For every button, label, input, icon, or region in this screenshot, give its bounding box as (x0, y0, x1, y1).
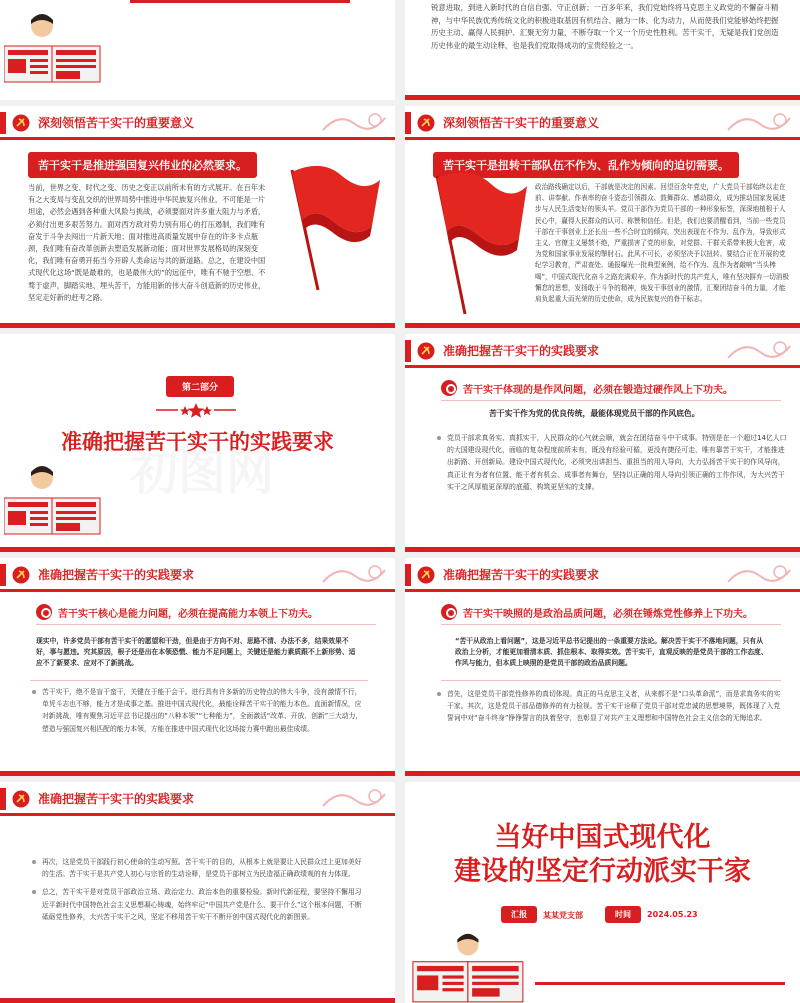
slide-title: 准确把握苦干实干的实践要求 (38, 792, 195, 806)
slide-practice-style (405, 334, 800, 552)
reporter-value: 某某党支部 (543, 911, 583, 920)
bullet-item: 苦干实干，绝不是盲干蛮干，关键在于能干会干。进行具有许多新的历史特点的伟大斗争，没有激情不行，单凭斗志也不够，能力才是成事之基。推进中国式现代化，最能诠释苦干实干的能力本色。直面新情况，应对新挑战，唯有聚焦习近平总书记提出的“八种本领”“七种能力”，全面激活“改革、开放、创新”三大动力，塑造与强国复兴相匹配的能力本领，方能在推进中国式现代化这场接力赛中跑出最佳成绩。 (30, 686, 368, 735)
slide-header (0, 106, 395, 140)
slide-significance-2 (405, 106, 800, 328)
politics-paragraph (435, 688, 785, 725)
slide-header (0, 782, 395, 816)
lightbulb-icon (36, 604, 52, 620)
slide-practice-ability (0, 558, 395, 776)
slide-header (405, 558, 800, 592)
bullet-item: 党员干部求真务实、真抓实干，人民群众的心气就会顺，就会在团结奋斗中干成事。特别是在一个超过14亿人口的大国建设现代化，面临的复杂程度前所未有，既没有经验可循，更没有捷径可走，唯有靠苦干实干，才能推进出新路、开创新局。建设中国式现代化，必须突出讲担当、重担当的用人导向，大力弘扬苦干实干的作风导向，真正让有为者有位置、能干者有机会、成事者有舞台，坚持以正确的用人导向引领正确的工作作风，为大兴苦干实干之风厚植更深厚的底蕴、构筑更坚实的支撑。 (435, 432, 787, 493)
slide-closing (405, 782, 800, 1003)
closing-title-line-2: 建设的坚定行动派实干家 (454, 856, 751, 887)
lightbulb-icon (441, 380, 457, 396)
highlight-box: “苦干从政治上看问题”，这是习近平总书记提出的一条重要方法论。解决苦干实干不落地问题，只有从政治上分析，才能更加看清本质、抓住根本、取得实效。苦干实干，直观反映的是党员干部的工作态度、作风与能力，但本质上映照的是党员干部的政治品质问题。 (455, 637, 768, 667)
watermark-text: 初图网 (130, 445, 275, 501)
lightbulb-icon (441, 604, 457, 620)
party-emblem-icon (417, 114, 435, 132)
slide-header (405, 106, 800, 140)
point-heading-text: 苦干实干核心是能力问题，必须在提高能力本领上下功夫。 (58, 608, 318, 620)
section-title: 准确把握苦干实干的实践要求 (61, 430, 334, 454)
slide-header (0, 558, 395, 592)
red-flag-illustration (272, 164, 382, 294)
date-label: 时间 (605, 906, 641, 923)
highlight-box: 现实中，许多党员干部有苦干实干的愿望和干劲，但是由于方向不对、思路不清、办法不多，结果效果不好，事与愿违。究其原因，根子还是出在本领恐慌、能力不足问题上，关键还是能力素质跟不上新形势、适应不了新要求、应对不了新挑战。 (36, 637, 356, 667)
ability-paragraph (30, 686, 368, 735)
practice-paragraph (435, 432, 787, 493)
party-emblem-icon (12, 114, 30, 132)
reading-man-illustration (4, 454, 124, 550)
slide-title: 深刻领悟苦干实干的重要意义 (443, 116, 600, 130)
mission-paragraphs (30, 856, 368, 923)
slide-title: 准确把握苦干实干的实践要求 (443, 568, 600, 582)
slide-title: 深刻领悟苦干实干的重要意义 (38, 116, 195, 130)
reading-man-illustration (405, 930, 535, 1003)
significance-paragraph: 当前，世界之变、时代之变、历史之变正以前所未有的方式展开。在百年未有之大变局与变乱交织的世界局势中推进中华民族复兴伟业，不可能是一片坦途，必然会遇到各种重大风险与挑战，必须要面对许多重大阻力与矛盾，必须付出更多艰苦努力。面对西方敌对势力别有用心的打压遏制，我们唯有奋发于斗争去闯出一片新天地；面对推进高质量发展中存在的许多卡点瓶颈，我们唯有奋改革创新去塑造发展新动能；面对世界发展格局的深刻变化，我们唯有奋勇开拓当今开辟人类命运与共的新道路。总之，在建设中国式现代化这场“既是最难的，也是最伟大的”的远征中，唯有不驰于空想、不骛于虚声，脚踏实地、埋头苦干，方能用新的伟大奋斗创造新的历史伟业，坚定走好新的赶考之路。 (28, 183, 266, 302)
party-emblem-icon (417, 566, 435, 584)
point-heading (441, 604, 753, 620)
slide-title: 准确把握苦干实干的实践要求 (443, 344, 600, 358)
slide-header (405, 334, 800, 368)
closing-title-line-1: 当好中国式现代化 (494, 822, 711, 853)
slide-title: 准确把握苦干实干的实践要求 (38, 568, 195, 582)
point-heading-text: 苦干实干映照的是政治品质问题，必须在锤炼党性修养上下功夫。 (463, 608, 753, 620)
point-heading (441, 380, 733, 396)
reading-man-illustration (4, 2, 124, 98)
slide-significance-1 (0, 106, 395, 328)
bullet-item: 首先，这是党员干部党性修养的真切体现。真正的马克思主义者，从来都不是“口头革命派”，而是求真务实的实干家。其次，这是党员干部品德修养的有力检视。苦干实干诠释了党员干部对党忠诚的思想境界，既体现了入党誓词中对“奋斗终身”铮铮誓言的执着坚守，也彰显了对共产主义理想和中国特色社会主义信念的无悔追求。 (435, 688, 785, 725)
stars-divider-icon (156, 402, 236, 418)
significance-paragraph: 政治路线确定以后，干部就是决定的因素。回望百余年党史，广大党员干部始终以走在前、讲奉献、作表率的奋斗姿态引领群众、鼓舞群众、感动群众，成为推动国家发展进步与人民生活变好的领头羊。党员干部作为党员干部的一种形象标签，深深地植根于人民心中，赢得人民群众的认可、称赞和信任。但是，我们也要清醒看到，当前一些党员干部在干事创业上还长出一些不合时宜的倾向，突出表现在不作为、乱作为，导致形式主义、官僚主义屡禁不绝，严重损害了党的形象，对党群、干群关系带来极大危害，成为党和国家事业发展的掣肘石。此风不可长，必须坚决予以扭转。要结合正在开展的党纪学习教育，严肃查处、通报曝光一批典型案例，给不作为、乱作为者敲响“当头棒喝”，中国式现代化奋斗之路充满艰辛，作为新时代的共产党人，唯有坚决摒弃一切消极懈怠的思想，发扬敢于斗争的精神，焕发干事创业的激情，汇聚团结奋斗的力量，才能肩负起重大而光荣的历史使命，成为民族复兴的脊干标志。 (535, 183, 789, 304)
part-label: 第二部分 (166, 376, 234, 397)
slide-intro-left (0, 0, 395, 100)
party-emblem-icon (12, 790, 30, 808)
party-emblem-icon (12, 566, 30, 584)
key-point-pill: 苦干实干是扭转干部队伍不作为、乱作为倾向的迫切需要。 (433, 152, 739, 178)
ornament-icon (319, 786, 389, 812)
key-point-pill: 苦干实干是推进强国复兴伟业的必然要求。 (28, 152, 257, 178)
red-flag-illustration (411, 168, 531, 318)
ornament-icon (319, 562, 389, 588)
ornament-icon (724, 562, 794, 588)
reporter-label: 汇报 (501, 906, 537, 923)
ornament-icon (319, 110, 389, 136)
slide-intro-right (405, 0, 800, 100)
slide-practice-politics (405, 558, 800, 776)
date-value: 2024.05.23 (647, 910, 698, 919)
slide-practice-mission (0, 782, 395, 1003)
bullet-item: 总之，苦干实干是对党员干部政治立场、政治定力、政治本色的重要检验。新时代新征程，要坚持不懈用习近平新时代中国特色社会主义思想凝心铸魂，始终牢记“中国共产党是什么、要干什么”这个根本问题，不断砥砺党性修养，大兴苦干实干之风，坚定不移用苦干实干不断开创中国式现代化的新图景。 (30, 886, 368, 923)
intro-paragraph: 锐意进取，到进入新时代的自信自强、守正创新；一百多年来，我们党始终将马克思主义政党的不懈奋斗精神，与中华民族优秀传统文化的积极进取基因有机结合、融为一体、化为动力，从而使我们党能够始终把握历史主动、赢得人民拥护、汇聚无穷力量，不断夺取一个又一个历史性胜利。苦干实干，无疑是我们党创造历史伟业的最生动诠释，也是我们党取得成功的宝贵经验之一。 (431, 3, 779, 50)
bullet-item: 再次，这是党员干部践行初心使命的生动写照。苦干实干的目的，从根本上就是要让人民群众过上更加美好的生活。苦干实干是共产党人初心与宗旨的生动诠释，是党员干部树立为民造福正确政绩观的有力体现。 (30, 856, 368, 880)
party-emblem-icon (417, 342, 435, 360)
ornament-icon (724, 110, 794, 136)
point-heading-text: 苦干实干体现的是作风问题，必须在锻造过硬作风上下功夫。 (463, 384, 733, 396)
slide-section-two (0, 334, 395, 552)
point-heading (36, 604, 318, 620)
emphasis-line: 苦干实干作为党的优良传统，最能体现党员干部的作风底色。 (489, 409, 700, 418)
ornament-icon (724, 338, 794, 364)
